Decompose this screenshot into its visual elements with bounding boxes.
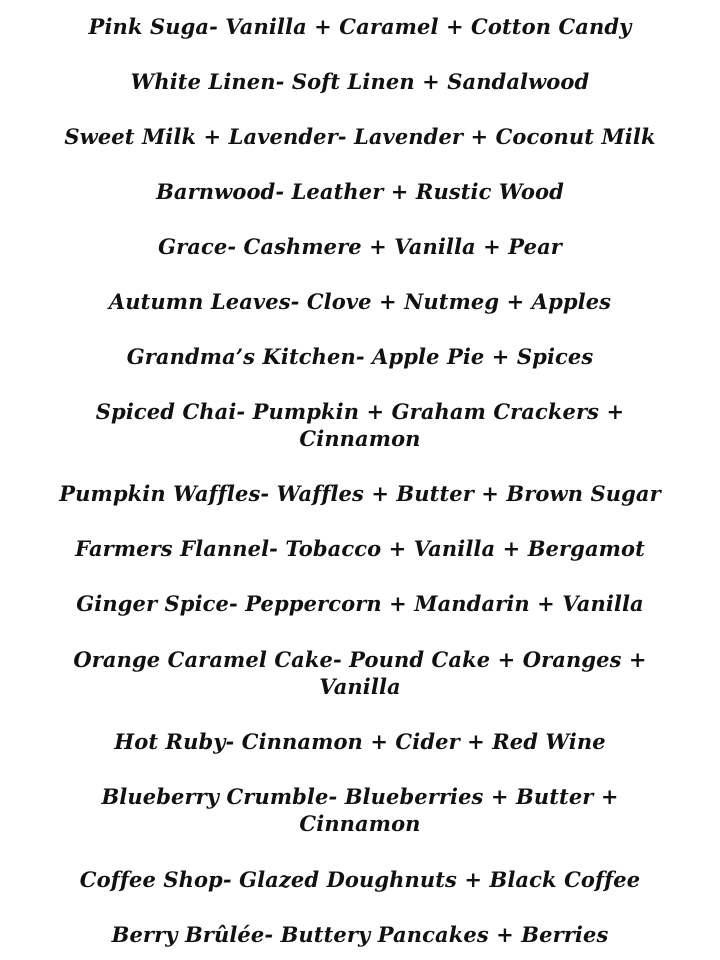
scent-line-berry-brulee: Berry Brûlée- Buttery Pancakes + Berries — [111, 922, 609, 947]
scent-line-grace: Grace- Cashmere + Vanilla + Pear — [158, 234, 562, 259]
scent-line-pink-suga: Pink Suga- Vanilla + Caramel + Cotton Candy — [88, 14, 632, 39]
scent-line-spiced-chai: Spiced Chai- Pumpkin + Graham Crackers + Cinnamon — [95, 399, 625, 451]
scent-line-hot-ruby: Hot Ruby- Cinnamon + Cider + Red Wine — [114, 729, 606, 754]
scent-line-coffee-shop: Coffee Shop- Glazed Doughnuts + Black Coffee — [79, 867, 641, 892]
scent-line-ginger-spice: Ginger Spice- Peppercorn + Mandarin + Vanilla — [76, 591, 644, 616]
scent-line-barnwood: Barnwood- Leather + Rustic Wood — [156, 179, 564, 204]
scent-line-sweet-milk-lavender: Sweet Milk + Lavender- Lavender + Coconut Milk — [64, 124, 656, 149]
scent-line-white-linen: White Linen- Soft Linen + Sandalwood — [130, 69, 590, 94]
scent-line-blueberry-crumble: Blueberry Crumble- Blueberries + Butter + Cinnamon — [101, 784, 619, 836]
scent-line-grandmas-kitchen: Grandma’s Kitchen- Apple Pie + Spices — [126, 344, 594, 369]
scent-line-pumpkin-waffles: Pumpkin Waffles- Waffles + Butter + Brown Sugar — [59, 481, 661, 506]
scent-line-orange-caramel-cake: Orange Caramel Cake- Pound Cake + Oranges + Vanilla — [73, 647, 647, 699]
scent-line-autumn-leaves: Autumn Leaves- Clove + Nutmeg + Apples — [108, 289, 612, 314]
scent-line-farmers-flannel: Farmers Flannel- Tobacco + Vanilla + Bergamot — [75, 536, 645, 561]
